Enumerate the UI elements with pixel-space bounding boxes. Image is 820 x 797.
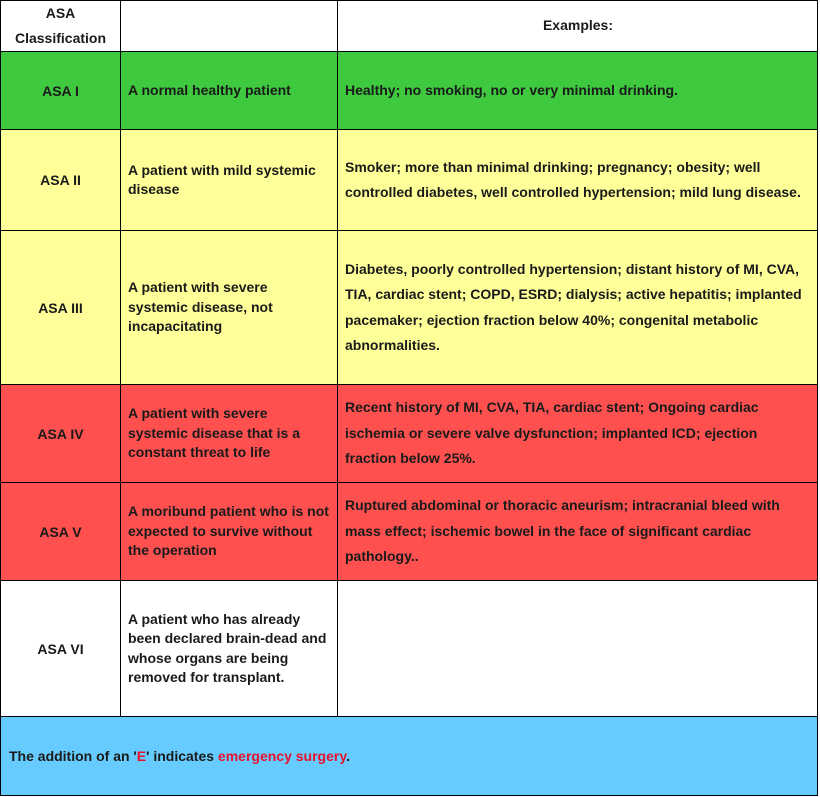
- header-classification: ASA Classification: [1, 1, 121, 52]
- header-row: [1, 1, 818, 52]
- asa-class-cell: ASA III: [1, 231, 121, 385]
- examples-cell: Recent history of MI, CVA, TIA, cardiac stent; Ongoing cardiac ischemia or severe valve dysfunction; implanted ICD; ejection fraction below 25%.: [338, 385, 818, 483]
- examples-cell: Ruptured abdominal or thoracic aneurism; intracranial bleed with mass effect; ischemic bowel in the face of significant cardiac pathology..: [338, 483, 818, 581]
- examples-cell: [338, 581, 818, 717]
- examples-cell: Diabetes, poorly controlled hypertension; distant history of MI, CVA, TIA, cardiac stent; COPD, ESRD; dialysis; active hepatitis; implanted pacemaker; ejection fraction below 40%; congenital metabolic abnormalities.: [338, 231, 818, 385]
- asa-class-cell: ASA IV: [1, 385, 121, 483]
- table-row: [1, 581, 818, 717]
- header-examples: Examples:: [338, 1, 818, 52]
- header-description: [121, 1, 338, 52]
- asa-class-cell: ASA VI: [1, 581, 121, 717]
- asa-class-cell: ASA V: [1, 483, 121, 581]
- footer-row: [1, 717, 818, 796]
- footer-text-before: The addition of an ': [9, 748, 137, 764]
- examples-cell: Healthy; no smoking, no or very minimal drinking.: [338, 52, 818, 130]
- table-row: [1, 483, 818, 581]
- description-cell: A patient with mild systemic disease: [121, 130, 338, 231]
- table-row: [1, 385, 818, 483]
- description-cell: A patient with severe systemic disease, not incapacitating: [121, 231, 338, 385]
- emergency-surgery-text: emergency surgery: [217, 748, 347, 764]
- emergency-letter: E: [136, 748, 147, 764]
- footer-text-middle: ' indicates: [146, 748, 218, 764]
- table-row: [1, 231, 818, 385]
- table-row: [1, 130, 818, 231]
- description-cell: A moribund patient who is not expected to survive without the operation: [121, 483, 338, 581]
- table-row: [1, 52, 818, 130]
- description-cell: A normal healthy patient: [121, 52, 338, 130]
- emergency-note: [1, 717, 818, 796]
- description-cell: A patient who has already been declared brain-dead and whose organs are being removed for transplant.: [121, 581, 338, 717]
- footer-text-after: .: [346, 748, 350, 764]
- examples-cell: Smoker; more than minimal drinking; pregnancy; obesity; well controlled diabetes, well controlled hypertension; mild lung disease.: [338, 130, 818, 231]
- asa-class-cell: ASA I: [1, 52, 121, 130]
- description-cell: A patient with severe systemic disease that is a constant threat to life: [121, 385, 338, 483]
- asa-class-cell: ASA II: [1, 130, 121, 231]
